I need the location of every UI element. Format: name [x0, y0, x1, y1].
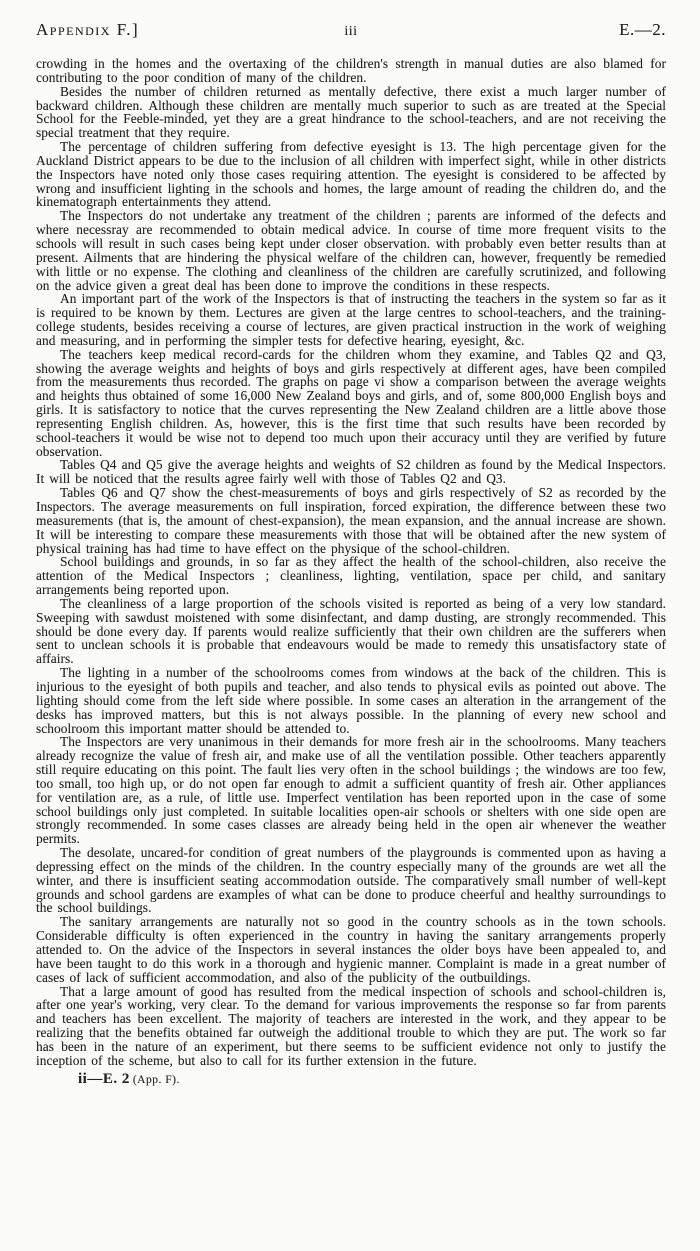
header-paper-number: E.—2. [619, 20, 666, 39]
paragraph: The teachers keep medical record-cards for the children whom they examine, and Tables Q2 and Q3, showing the average weights and heights of boys and girls respectively at different ages, have been compiled from the measurements thus recorded. The graphs on page vi show a comparison between the average weights and heights thus obtained of some 16,000 New Zealand boys and girls, and of, some 800,000 English boys and girls. It is satisfactory to notice that the curves representing the New Zealand children are a little above those representing English children. As, however, this is the first time that such results have been recorded by school-teachers it would be wise not to depend too much upon their accuracy until they are verified by future observation. [36, 346, 666, 459]
paragraph: The percentage of children suffering from defective eyesight is 13. The high percentage given for the Auckland District appears to be due to the inclusion of all children with imperfect sight, while in other districts the Inspectors have noted only those cases requiring attention. The eyesight is considered to be affected by wrong and insufficient lighting in the schools and homes, the large amount of reading the children do, and the kinematograph entertainments they attend. [36, 139, 666, 210]
paragraph: Besides the number of children returned as mentally defective, there exist a much larger number of backward children. Although these children are mentally much superior to such as are treated at the Special School for the Feeble-minded, yet they are a great hindrance to the school-teachers, and are not receiving the special treatment that they require. [36, 83, 666, 141]
paragraph: The lighting in a number of the schoolrooms comes from windows at the back of the children. This is injurious to the eyesight of both pupils and teacher, and also tends to physical evils as pointed out above. The lighting should come from the left side where possible. In some cases an alteration in the arrangement of the desks has improved matters, but this is not always possible. In the planning of every new school and schoolroom this important matter should be attended to. [36, 665, 666, 736]
paragraph: The Inspectors do not undertake any treatment of the children ; parents are informed of the defects and where necessray are recommended to obtain medical advice. In course of time more frequent visits to the schools will result in such cases being kept under closer observation. with probably even better results than at present. Ailments that are hindering the physical welfare of the children can, however, frequently be remedied with little or no expense. The clothing and cleanliness of the children are carefully scrutinized, and following on the advice given a great deal has been done to improve the conditions in these respects. [36, 208, 666, 293]
paragraph: crowding in the homes and the overtaxing of the children's strength in manual duties are also blamed for contributing to the poor condition of many of the children. [36, 56, 666, 85]
footer-signature: ii—E. 2 [78, 1070, 130, 1087]
paragraph: The sanitary arrangements are naturally not so good in the country schools as in the town schools. Considerable difficulty is often experienced in the country in having the sanitary arrangements properly attended to. On the advice of the Inspectors in several instances the older boys have been appealed to, and have been taught to do this work in a thorough and hygienic manner. Complaint is made in a great number of cases of lack of sufficient accommodation, and also of the publicity of the outbuildings. [36, 914, 666, 985]
paragraph: School buildings and grounds, in so far as they affect the health of the school-children, also receive the attention of the Medical Inspectors ; cleanliness, lighting, ventilation, space per child, and sanitary arrangements being reported upon. [36, 554, 666, 598]
paragraph: Tables Q6 and Q7 show the chest-measurements of boys and girls respectively of S2 as recorded by the Inspectors. The average measurements on full inspiration, forced expiration, the difference between these two measurements (that is, the amount of chest-expansion), the mean expansion, and the annual increase are shown. It will be interesting to compare these measurements with those that will be obtained after the new system of physical training has had time to have effect on the physique of the school-children. [36, 485, 666, 556]
paragraph: An important part of the work of the Inspectors is that of instructing the teachers in the system so far as it is required to be known by them. Lectures are given at the large centres to school-teachers, and the training-college students, besides receiving a course of lectures, are given practical instruction in the work of weighing and measuring, and in performing the simpler tests for defective hearing, eyesight, &c. [36, 291, 666, 348]
paragraph: The desolate, uncared-for condition of great numbers of the playgrounds is commented upon as having a depressing effect on the minds of the children. In the country especially many of the grounds are wet all the winter, and there is insufficient seating accommodation outside. The comparatively small number of well-kept grounds and school gardens are examples of what can be done to produce cheerful and healthy surroundings to the school buildings. [36, 845, 666, 916]
page-number: iii [344, 24, 358, 39]
paragraph: The Inspectors are very unanimous in their demands for more fresh air in the schoolrooms. Many teachers already recognize the value of fresh air, and make use of all the ventilation possible. Other teachers apparently still require educating on this point. The fault lies very often in the school buildings ; the windows are too few, too small, too high up, or do not open far enough to admit a sufficient quantity of fresh air. Other appliances for ventilation are, as a rule, of little use. Imperfect ventilation has been reported upon in the case of some school buildings only just completed. In suitable localities open-air schools or shelters with one side open are strongly recommended. In some cases classes are already being held in the open air whenever the weather permits. [36, 734, 666, 847]
paragraph: Tables Q4 and Q5 give the average heights and weights of S2 children as found by the Medical Inspectors. It will be noticed that the results agree fairly well with those of Tables Q2 and Q3. [36, 457, 666, 487]
body-text [36, 57, 666, 1068]
header-appendix-label: Appendix F.] [36, 20, 140, 39]
paragraph: That a large amount of good has resulted from the medical inspection of schools and school-children is, after one year's working, very clear. To the demand for various improvements the response so far from parents and teachers has been excellent. The majority of teachers are interested in the work, and they appear to be realizing that the benefits obtained far outweigh the additional trouble to which they are put. The work so far has been in the nature of an experiment, but there seems to be sufficient evidence not only to justify the inception of the scheme, but also to call for its further extension in the future. [36, 983, 666, 1068]
running-head [36, 20, 666, 40]
page-footer [78, 1071, 666, 1088]
paragraph: The cleanliness of a large proportion of the schools visited is reported as being of a very low standard. Sweeping with sawdust moistened with some disinfectant, and damp dusting, are strongly recommended. This should be done every day. If parents would realize sufficiently that their own children are the sufferers when sent to unclean schools it is probable that endeavours would be made to remedy this unsatisfactory state of affairs. [36, 595, 666, 667]
footer-appendix-note: (App. F). [132, 1073, 180, 1086]
